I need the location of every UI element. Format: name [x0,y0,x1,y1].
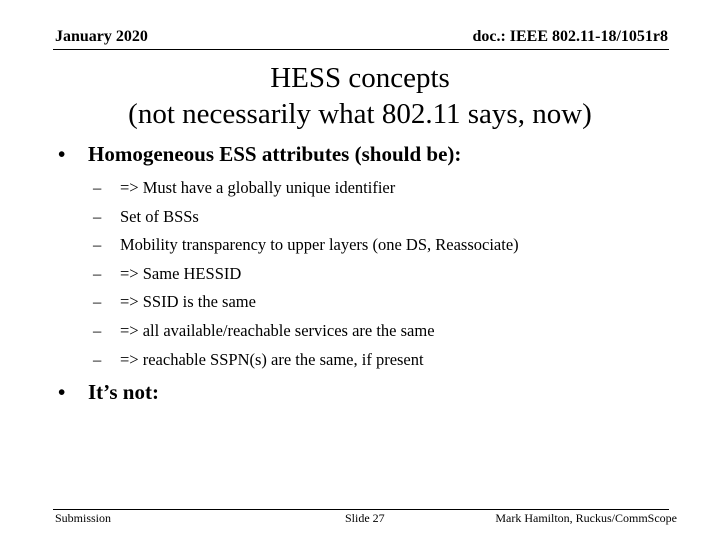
footer-slide-number: Slide 27 [345,511,385,525]
bullet-its-not [58,380,159,405]
footer-submission: Submission [55,511,112,525]
sub-bullet: – => Must have a globally unique identifier [93,178,396,197]
bullet-dot: • [58,380,66,404]
bullet-text: It’s not: [88,380,159,404]
header-rule [53,49,669,50]
footer-rule [53,509,669,510]
title-line-1: HESS concepts [270,62,450,94]
bullet-dot: • [58,142,66,166]
sub-bullet: – Set of BSSs [93,206,199,226]
sub-bullet: – => reachable SSPN(s) are the same, if present [93,349,424,369]
title-line-2: (not necessarily what 802.11 says, now) [128,98,592,130]
sub-bullet: – => SSID is the same [93,292,256,312]
sub-bullet: – Mobility transparency to upper layers (one DS, Reassociate) [93,235,519,255]
header-date: January 2020 [55,28,148,45]
footer-author: Mark Hamilton, Ruckus/CommScope [495,511,677,525]
bullet-text: Homogeneous ESS attributes (should be): [88,142,462,166]
bullet-homogeneous [58,142,461,167]
header-doc-id: doc.: IEEE 802.11-18/1051r8 [472,28,668,45]
slide-title [60,60,660,132]
sub-bullet-list [58,174,519,374]
sub-bullet: – => all available/reachable services are the same [93,320,435,340]
sub-bullet: – => Same HESSID [93,263,242,283]
